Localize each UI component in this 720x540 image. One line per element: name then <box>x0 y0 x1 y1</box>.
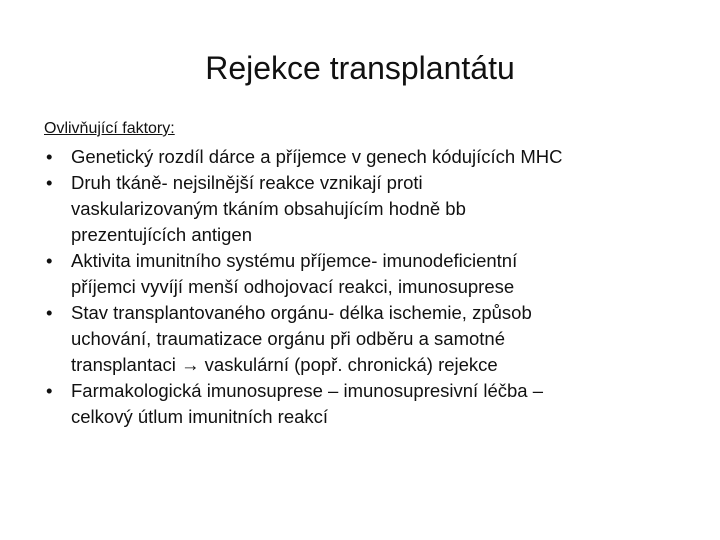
bullet-text-line: Aktivita imunitního systému příjemce- imunodeficientní <box>71 250 518 271</box>
bullet-text-line: Stav transplantovaného orgánu- délka ischemie, způsob <box>71 302 532 323</box>
bullet-item-tissue-type <box>44 170 684 248</box>
bullet-text-line: uchování, traumatizace orgánu při odběru a samotné <box>71 328 505 349</box>
bullet-text-line: transplantaci → vaskulární (popř. chronická) rejekce <box>71 354 498 375</box>
bullet-icon: • <box>46 380 53 401</box>
bullet-list <box>44 144 684 430</box>
bullet-text-line: příjemci vyvíjí menší odhojovací reakci, imunosuprese <box>71 276 515 297</box>
bullet-item-pharmacological-immunosuppression <box>44 378 684 430</box>
bullet-text-line: celkový útlum imunitních reakcí <box>71 406 329 427</box>
bullet-text-line: prezentujících antigen <box>71 224 253 245</box>
slide-title: Rejekce transplantátu <box>205 50 515 86</box>
bullet-text-line: Genetický rozdíl dárce a příjemce v genech kódujících MHC <box>71 146 563 167</box>
bullet-text-line: Farmakologická imunosuprese – imunosupresivní léčba – <box>71 380 543 401</box>
bullet-icon: • <box>46 302 53 323</box>
bullet-icon: • <box>46 250 53 271</box>
bullet-item-immune-activity <box>44 248 684 300</box>
bullet-item-genetic-difference <box>44 144 684 170</box>
bullet-item-organ-state <box>44 300 684 378</box>
bullet-icon: • <box>46 172 53 193</box>
bullet-text-line: vaskularizovaným tkáním obsahujícím hodně bb <box>71 198 466 219</box>
bullet-text-line: Druh tkáně- nejsilnější reakce vznikají proti <box>71 172 423 193</box>
bullet-icon: • <box>46 146 53 167</box>
slide-subtitle: Ovlivňující faktory: <box>44 120 175 137</box>
